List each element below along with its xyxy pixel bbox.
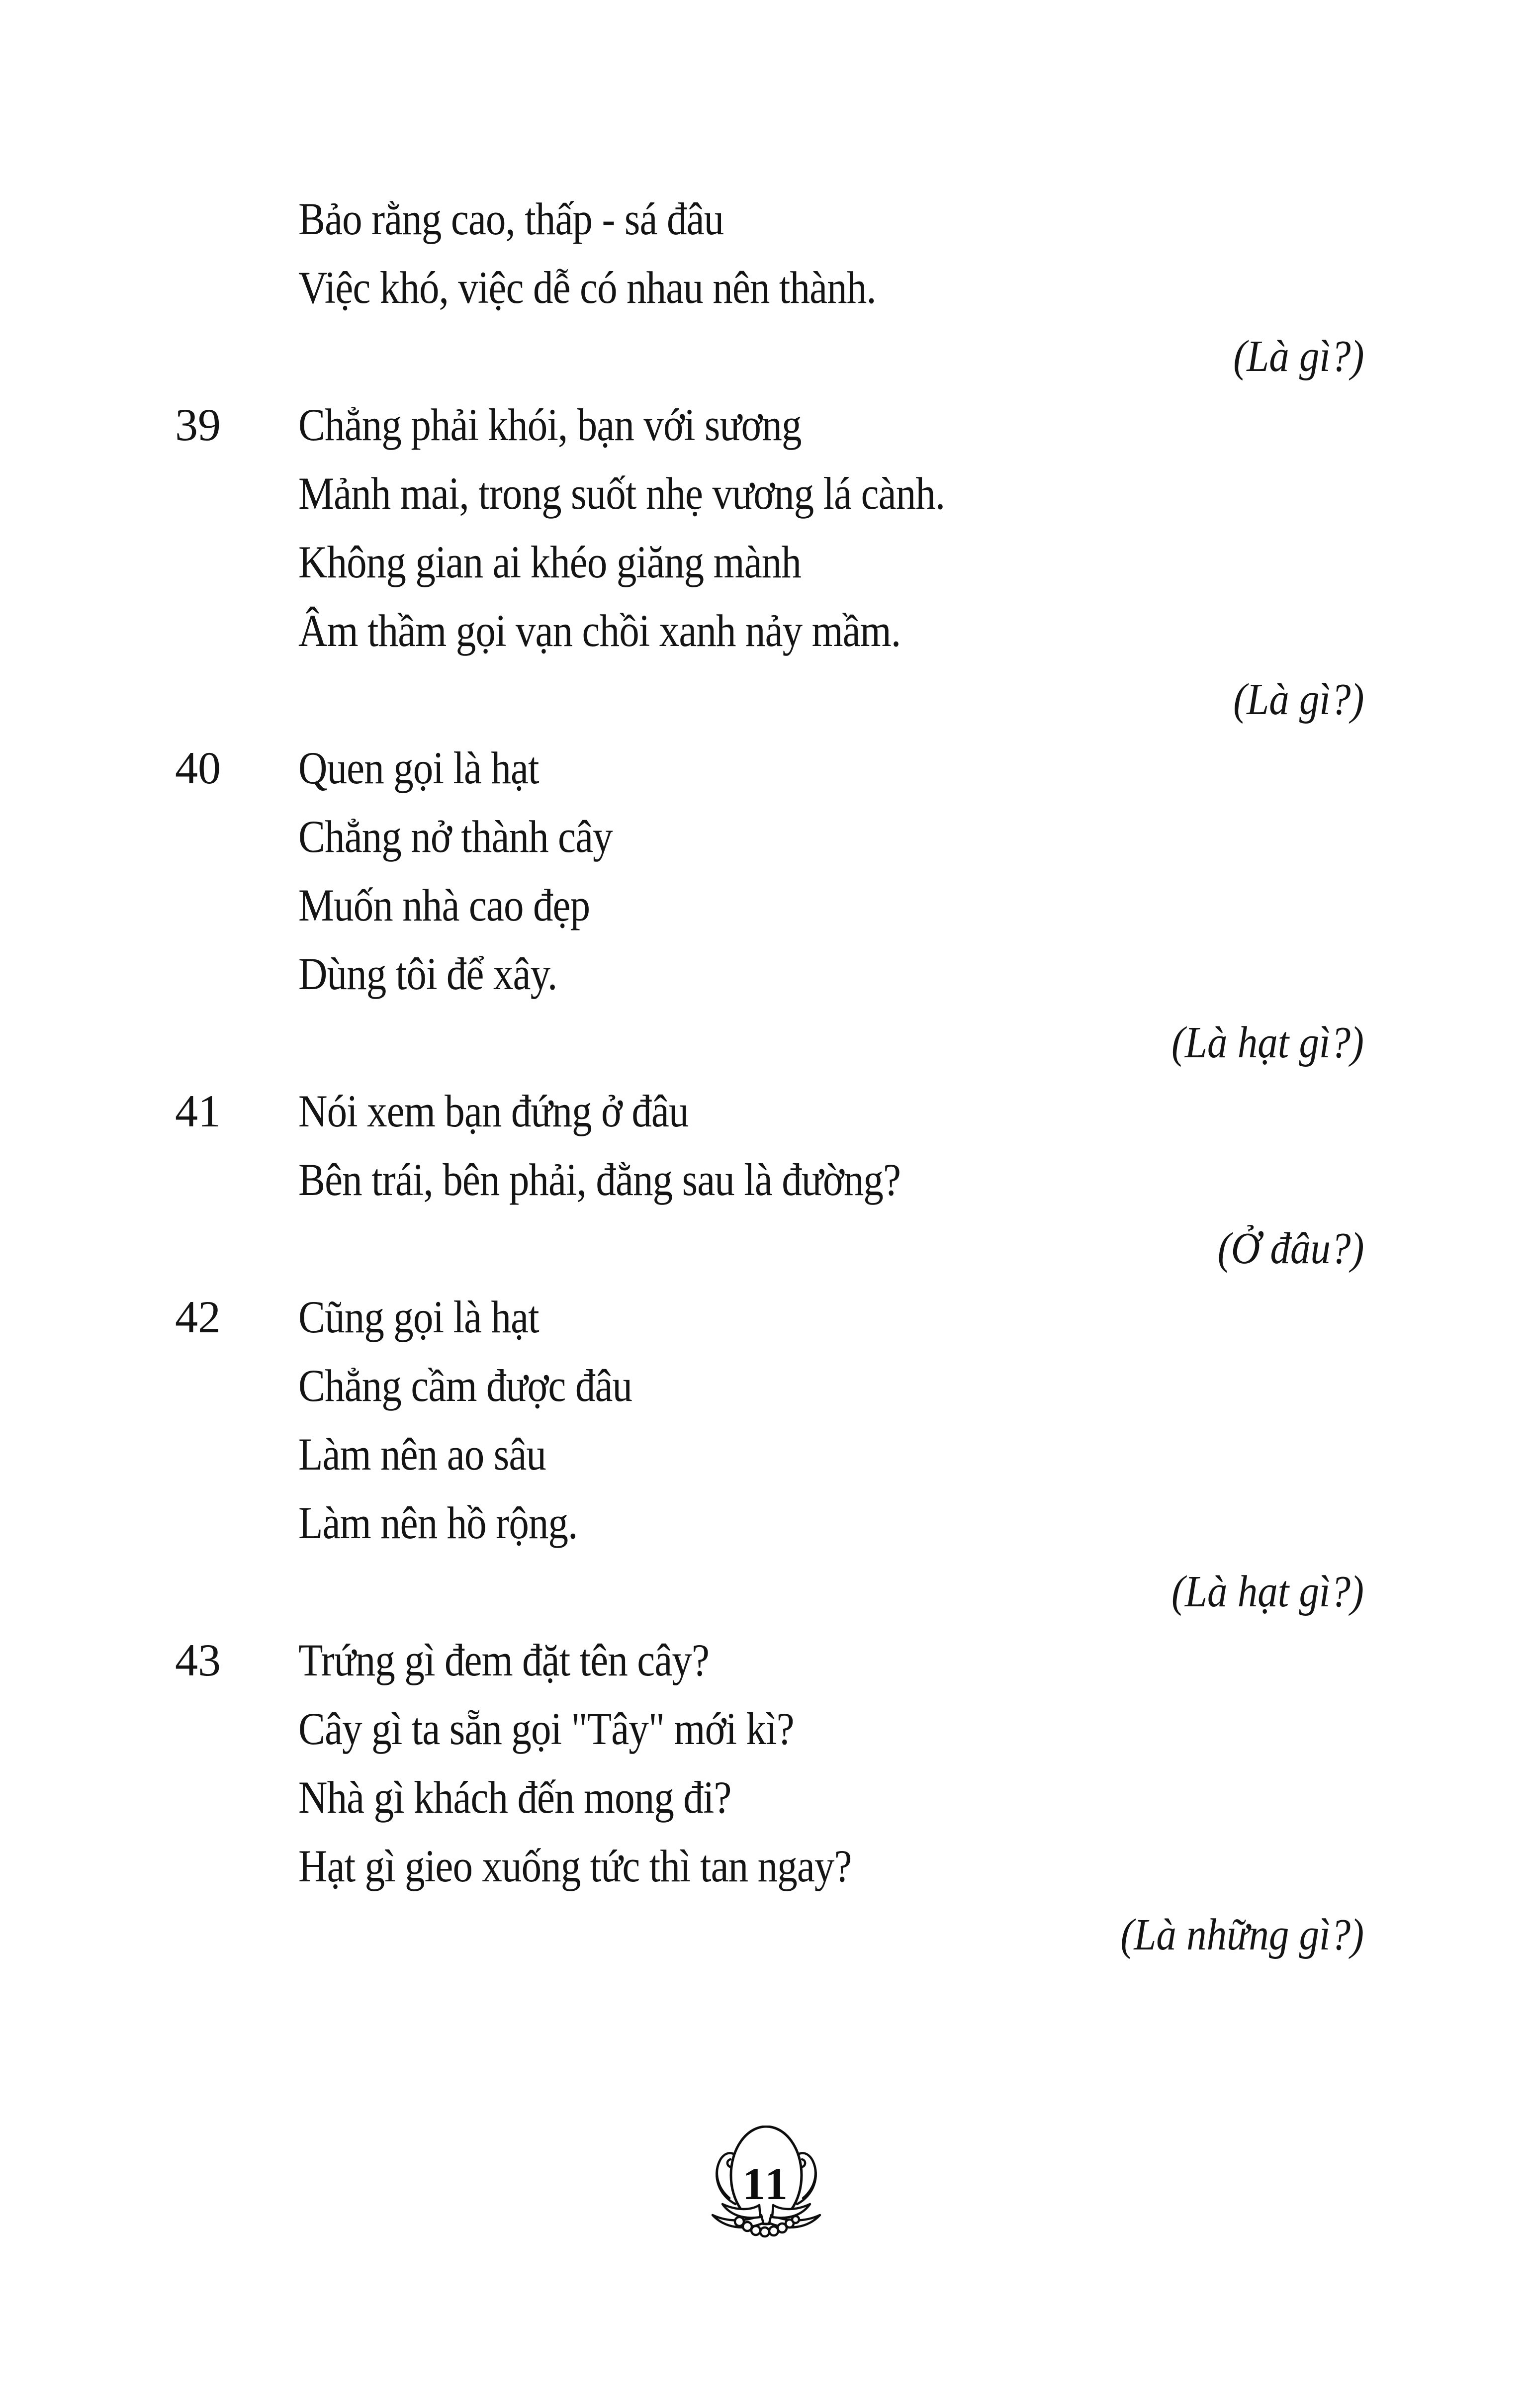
riddle-42 xyxy=(0,1283,1529,1626)
verse-text: Muốn nhà cao đẹp xyxy=(298,880,590,930)
verse-line xyxy=(0,802,1529,871)
verse-text: Không gian ai khéo giăng mành xyxy=(298,537,801,587)
verse-text: Cây gì ta sẵn gọi "Tây" mới kì? xyxy=(298,1703,794,1754)
verse-text: Nói xem bạn đứng ở đâu xyxy=(298,1086,689,1136)
verse-line xyxy=(0,1077,1529,1145)
verse-line xyxy=(0,528,1529,596)
verse-line xyxy=(0,734,1529,802)
page-number: 11 xyxy=(742,2158,790,2209)
verse-text: Bảo rằng cao, thấp - sá đâu xyxy=(298,193,724,244)
riddle-question: (Là hạt gì?) xyxy=(1171,1567,1364,1616)
verse-line xyxy=(0,939,1529,1008)
verse-text: Dùng tôi để xây. xyxy=(298,948,557,999)
verse-text: Chẳng cầm được đâu xyxy=(298,1360,632,1411)
riddle-question-line xyxy=(0,1008,1529,1077)
riddle-number: 39 xyxy=(175,399,221,450)
verse-line xyxy=(0,1145,1529,1214)
verse-text: Trứng gì đem đặt tên cây? xyxy=(298,1635,710,1685)
riddle-number: 42 xyxy=(175,1292,221,1342)
riddle-39 xyxy=(0,390,1529,734)
riddle-question-line xyxy=(0,1557,1529,1626)
verse-text: Nhà gì khách đến mong đi? xyxy=(298,1772,731,1823)
verse-text: Âm thầm gọi vạn chồi xanh nảy mầm. xyxy=(298,605,901,656)
verse-line xyxy=(0,596,1529,665)
riddle-number: 43 xyxy=(175,1635,221,1685)
verse-line xyxy=(0,1488,1529,1557)
verse-line xyxy=(0,1420,1529,1488)
verse-text: Bên trái, bên phải, đằng sau là đường? xyxy=(298,1154,901,1205)
riddle-41 xyxy=(0,1077,1529,1283)
verse-text: Chẳng nở thành cây xyxy=(298,811,613,862)
riddle-question: (Là những gì?) xyxy=(1120,1910,1364,1959)
verse-line xyxy=(0,1832,1529,1900)
verse-text: Cũng gọi là hạt xyxy=(298,1292,539,1342)
riddle-question: (Ở đâu?) xyxy=(1217,1223,1364,1273)
verse-text: Mảnh mai, trong suốt nhẹ vương lá cành. xyxy=(298,468,945,519)
verse-line xyxy=(0,253,1529,322)
verse-text: Làm nên ao sâu xyxy=(298,1429,546,1480)
riddle-question-line xyxy=(0,322,1529,390)
riddle-question: (Là gì?) xyxy=(1233,674,1364,724)
verse-line xyxy=(0,871,1529,939)
verse-text: Quen gọi là hạt xyxy=(298,742,539,793)
riddle-question-line xyxy=(0,1900,1529,1969)
verse-text: Hạt gì gieo xuống tức thì tan ngay? xyxy=(298,1841,852,1891)
riddle-number: 40 xyxy=(175,742,221,793)
riddle-question-line xyxy=(0,665,1529,734)
verse-line xyxy=(0,1694,1529,1763)
verse-line xyxy=(0,1763,1529,1832)
verse-line xyxy=(0,185,1529,253)
riddle-number: 41 xyxy=(175,1086,221,1136)
riddle-question: (Là gì?) xyxy=(1233,331,1364,381)
verse-text: Việc khó, việc dễ có nhau nên thành. xyxy=(298,262,876,313)
verse-line xyxy=(0,1283,1529,1351)
riddle-43 xyxy=(0,1626,1529,1969)
verse-line xyxy=(0,459,1529,528)
riddle-question: (Là hạt gì?) xyxy=(1171,1018,1364,1067)
riddle-question-line xyxy=(0,1214,1529,1283)
riddle-continuation xyxy=(0,185,1529,390)
page-number-ornament xyxy=(708,2126,822,2242)
verse-text: Làm nên hồ rộng. xyxy=(298,1497,578,1548)
verse-line xyxy=(0,1626,1529,1694)
verse-line xyxy=(0,390,1529,459)
page-content xyxy=(0,185,1529,1969)
verse-line xyxy=(0,1351,1529,1420)
verse-text: Chẳng phải khói, bạn với sương xyxy=(298,399,802,450)
riddle-40 xyxy=(0,734,1529,1077)
